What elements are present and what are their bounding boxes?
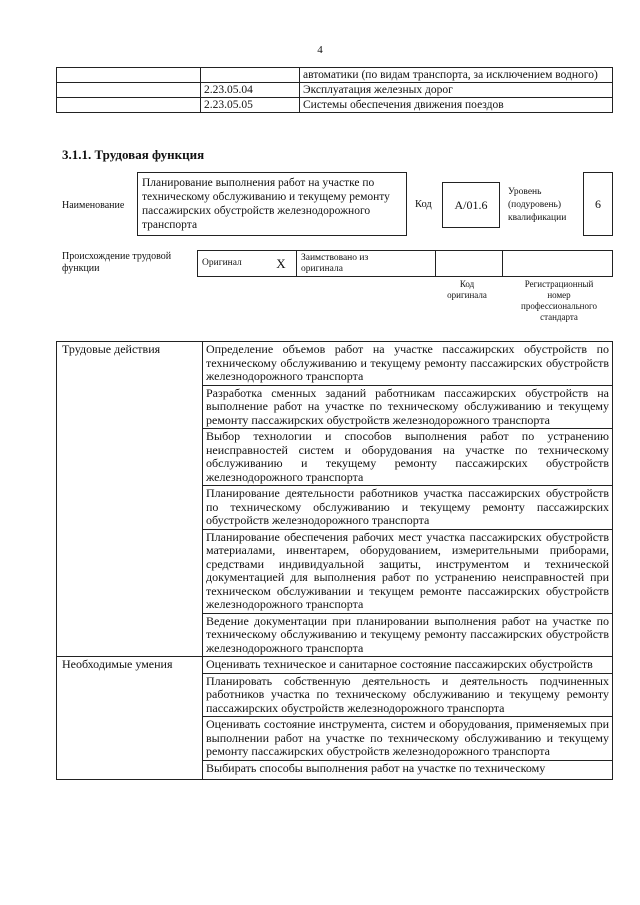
- table-cell-blank: [57, 98, 201, 113]
- specialty-codes-table: [56, 67, 613, 113]
- labor-action-item: Определение объемов работ на участке пассажирских обустройств по техническому обслуживанию и текущему ремонту пассажирских обустройств железнодорожного транспорта: [203, 342, 613, 386]
- skill-item: Оценивать техническое и санитарное состояние пассажирских обустройств: [203, 657, 613, 674]
- origin-table: [197, 250, 613, 277]
- labor-action-item: Выбор технологии и способов выполнения работ по устранению неисправностей систем и оборудования на участке по техническому обслуживанию и текущему ремонту пассажирских обустройств железнодорожного транспорта: [203, 429, 613, 486]
- table-row: [198, 251, 613, 277]
- code-label: Код: [415, 199, 432, 210]
- caption-line: Код: [459, 279, 475, 289]
- caption-line: Регистрационный: [524, 279, 594, 289]
- caption-line: профессионального: [521, 301, 597, 311]
- original-label: Оригинал: [198, 251, 267, 277]
- origin-label: [62, 251, 171, 275]
- level-label-line: (подуровень): [508, 200, 562, 210]
- table-cell-blank: [57, 68, 201, 83]
- registration-number-caption: [505, 279, 613, 323]
- specialty-code: 2.23.05.05: [201, 98, 300, 113]
- function-details-table: [56, 341, 613, 780]
- registration-number-cell: [503, 251, 613, 277]
- origin-label-line: Происхождение трудовой: [62, 251, 172, 262]
- section-title: 3.1.1. Трудовая функция: [62, 147, 205, 162]
- caption-line: оригинала: [447, 290, 487, 300]
- original-code-caption: [435, 279, 499, 301]
- skill-item: Оценивать состояние инструмента, систем и оборудования, применяемых при выполнении работ на участке по техническому обслуживанию и текущему ремонту пассажирских обустройств железнодорожного транспорта: [203, 717, 613, 761]
- skill-item: Планировать собственную деятельность и деятельность подчиненных работников участка по техническому обслуживанию и текущему ремонту пассажирских обустройств железнодорожного транспорта: [203, 673, 613, 717]
- labor-action-item: Планирование деятельности работников участка пассажирских обустройств по техническому обслуживанию и текущему ремонту пассажирских обустройств железнодорожного транспорта: [203, 486, 613, 530]
- labor-action-item: Планирование обеспечения рабочих мест участка пассажирских обустройств материалами, инвентарем, оборудованием, измерительными приборами, средствами индивидуальной защиты, инструментом и технической документацией для выполнения работ по устранению неисправностей при техническом обслуживании и текущем ремонте пассажирских обустройств железнодорожного транспорта: [203, 529, 613, 613]
- table-row: [57, 342, 613, 386]
- labor-action-item: Разработка сменных заданий работникам пассажирских обустройств на выполнение работ на участке по техническому обслуживанию и текущему ремонту пассажирских обустройств железнодорожного транспорта: [203, 385, 613, 429]
- labor-action-item: Ведение документации при планировании выполнения работ на участке по техническому обслуживанию и текущему ремонту пассажирских обустройств железнодорожного транспорта: [203, 613, 613, 657]
- level-label-line: Уровень: [508, 187, 542, 197]
- page-number: 4: [317, 44, 323, 56]
- specialty-code: 2.23.05.04: [201, 83, 300, 98]
- table-row: [57, 83, 613, 98]
- specialty-code: [201, 68, 300, 83]
- function-code-box: A/01.6: [442, 182, 500, 228]
- required-skills-label: Необходимые умения: [57, 657, 203, 780]
- function-name-box: Планирование выполнения работ на участке по техническому обслуживанию и текущему ремонту пассажирских обустройств железнодорожного транспорта: [137, 172, 407, 236]
- table-row: [57, 68, 613, 83]
- table-row: [57, 657, 613, 674]
- caption-line: стандарта: [540, 312, 578, 322]
- level-label: [508, 186, 566, 225]
- skill-item-text: Выбирать способы выполнения работ на участке по техническому: [206, 761, 546, 775]
- original-code-cell: [436, 251, 503, 277]
- qualification-level-box: 6: [583, 172, 613, 236]
- level-label-line: квалификации: [508, 213, 567, 223]
- labor-actions-label: Трудовые действия: [57, 342, 203, 657]
- specialty-name: Эксплуатация железных дорог: [300, 83, 613, 98]
- skill-item: [203, 760, 613, 779]
- specialty-name: автоматики (по видам транспорта, за исключением водного): [300, 68, 613, 83]
- original-mark: X: [266, 251, 297, 277]
- name-label: Наименование: [62, 200, 125, 211]
- specialty-name: Системы обеспечения движения поездов: [300, 98, 613, 113]
- origin-label-line: функции: [62, 263, 100, 274]
- borrowed-label-line: оригинала: [301, 263, 343, 274]
- borrowed-label: [297, 251, 436, 277]
- table-cell-blank: [57, 83, 201, 98]
- table-row: [57, 98, 613, 113]
- caption-line: номер: [547, 290, 571, 300]
- borrowed-label-line: Заимствовано из: [301, 252, 369, 263]
